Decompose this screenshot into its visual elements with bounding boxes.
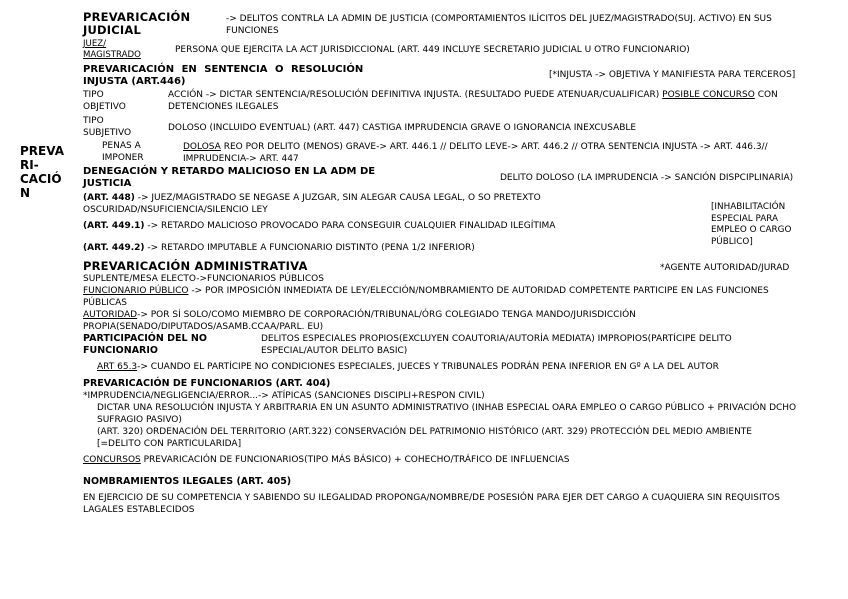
- administrativa-title: PREVARICACIÓN ADMINISTRATIVA: [83, 259, 308, 273]
- sentencia-title: [83, 64, 403, 88]
- side-title-line-1: PREVA: [20, 144, 64, 158]
- tipo-subjetivo-label: TIPO SUBJETIVO: [83, 116, 132, 138]
- tipo-subjetivo-text: DOLOSO (INCLUIDO EVENTUAL) (ART. 447) CASTIGA IMPRUDENCIA GRAVE O IGNORANCIA INEXCUSABLE: [168, 123, 637, 133]
- art-4491-text: -> RETARDO MALICIOSO PROVOCADO PARA CONSEGUIR CUALQUIER FINALIDAD ILEGÍTIMA: [147, 221, 556, 231]
- side-title-line-3: CACIÓ: [20, 172, 62, 186]
- juez-label: [83, 39, 158, 61]
- nombramientos-title: NOMBRAMIENTOS ILEGALES (ART. 405): [83, 476, 292, 487]
- autoridad-text: -> POR SÍ SOLO/COMO MIEMBRO DE CORPORACIÓN/TRIBUNAL/ÓRG COLEGIADO TENGA MANDO/JURISDICCIÓN PROPIA(SENADO/DIPUTADOS/ASAMB.CCAA/PARL. EU): [83, 310, 636, 332]
- penas-detail: REO POR DELITO (MENOS) GRAVE-> ART. 446.1 // DELITO LEVE-> ART. 446.2 // OTRA SENTENCIA INJUSTA -> ART. 446.3// IMPRUDENCIA-> ART. 447: [183, 142, 768, 164]
- penas-label: PENAS A IMPONER: [102, 141, 144, 163]
- art-4491-label: (ART. 449.1): [83, 221, 145, 231]
- funcionarios-line-3: (ART. 320) ORDENACIÓN DEL TERRITORIO (ART.322) CONSERVACIÓN DEL PATRIMONIO HISTÓRICO (ART. 329) PROTECCIÓN DEL MEDIO AMBIENTE [=DELITO CON PARTICULARIDA]: [97, 427, 752, 449]
- funcionarios-title: PREVARICACIÓN DE FUNCIONARIOS (ART. 404): [83, 378, 331, 389]
- denegacion-note: DELITO DOLOSO (LA IMPRUDENCIA -> SANCIÓN DISPCIPLINARIA): [500, 173, 794, 183]
- sentencia-note: [*INJUSTA -> OBJETIVA Y MANIFIESTA PARA TERCEROS]: [549, 70, 796, 80]
- nombramientos-text: EN EJERCICIO DE SU COMPETENCIA Y SABIENDO SU ILEGALIDAD PROPONGA/NOMBRE/DE POSESIÓN PARA EJER DET CARGO A CUAQUIERA SIN REQUISITOS LAGALES ESTABLECIDOS: [83, 493, 780, 515]
- concursos-text: PREVARICACIÓN DE FUNCIONARIOS(TIPO MÁS BÁSICO) + COHECHO/TRÁFICO DE INFLUENCIAS: [143, 455, 570, 465]
- art-448: [83, 192, 628, 216]
- art-653-label: ART 65.3: [97, 362, 138, 372]
- art-4492-text: -> RETARDO IMPUTABLE A FUNCIONARIO DISTINTO (PENA 1/2 INFERIOR): [147, 243, 475, 253]
- juez-label-text: JUEZ/ MAGISTRADO: [83, 39, 141, 60]
- funcionarios-line-1: *IMPRUDENCIA/NEGLIGENCIA/ERROR...-> ATÍPICAS (SANCIONES DISCIPLI+RESPON CIVIL): [83, 391, 485, 401]
- art-448-label: (ART. 448): [83, 193, 135, 203]
- autoridad: [83, 309, 723, 333]
- tipo-objetivo-text: [168, 89, 788, 113]
- tipo-objetivo-tail: CON DETENCIONES ILEGALES: [168, 90, 778, 112]
- art-653: [97, 361, 817, 373]
- judicial-desc: -> DELITOS CONTRLA LA ADMIN DE JUSTICIA (COMPORTAMIENTOS ILÍCITOS DEL JUEZ/MAGISTRADO(SUJ. ACTIVO) EN SUS FUNCIONES: [226, 14, 772, 36]
- autoridad-label: AUTORIDAD: [83, 310, 138, 320]
- art-653-text: -> CUANDO EL PARTÍCIPE NO CONDICIONES ESPECIALES, JUECES Y TRIBUNALES PODRÁN PENA INFERIOR EN Gº A LA DEL AUTOR: [137, 362, 719, 372]
- funcionario-publico-label: FUNCIONARIO PÚBLICO: [83, 286, 189, 296]
- sentencia-title-line-1: PREVARICACIÓN EN SENTENCIA O RESOLUCIÓN: [83, 64, 364, 75]
- tipo-objetivo-label: TIPO OBJETIVO: [83, 90, 126, 112]
- funcionario-publico-text: -> POR IMPOSICIÓN INMEDIATA DE LEY/ELECCIÓN/NOMBRAMIENTO DE AUTORIDAD COMPETENTE PARTICIPE EN LAS FUNCIONES PÚBLICAS: [83, 286, 769, 308]
- dolosa-label: DOLOSA: [183, 142, 221, 152]
- posible-concurso: POSIBLE CONCURSO: [662, 90, 755, 100]
- art-448-text: -> JUEZ/MAGISTRADO SE NEGASE A JUZGAR, SIN ALEGAR CAUSA LEGAL, O SO PRETEXTO OSCURIDAD/NSUFICIENCIA/SILENCIO LEY: [83, 193, 541, 215]
- judicial-title: PREVARICACIÓN JUDICIAL: [83, 10, 191, 37]
- art-4492: [83, 242, 703, 254]
- participacion-text: DELITOS ESPECIALES PROPIOS(EXCLUYEN COAUTORIA/AUTORÍA MEDIATA) IMPROPIOS(PARTÍCIPE DELITO ESPECIAL/AUTOR DELITO BASIC): [261, 334, 732, 356]
- funcionarios-line-2: DICTAR UNA RESOLUCIÓN INJUSTA Y ARBITRARIA EN UN ASUNTO ADMINISTRATIVO (INHAB ESPECIAL OARA EMPLEO O CARGO PÚBLICO + PRIVACIÓN DCHO SUFRAGIO PASIVO): [97, 403, 797, 425]
- participacion-label: PARTICIPACIÓN DEL NO FUNCIONARIO: [83, 333, 207, 356]
- administrativa-note: *AGENTE AUTORIDAD/JURAD: [660, 263, 790, 273]
- side-title: [20, 144, 70, 200]
- side-title-line-2: RI-: [20, 158, 39, 172]
- side-title-line-4: N: [20, 186, 31, 200]
- denegacion-title: DENEGACIÓN Y RETARDO MALICIOSO EN LA ADM DE JUSTICIA: [83, 166, 376, 189]
- concursos: [83, 454, 733, 466]
- art-4491: [83, 220, 703, 232]
- art-4492-label: (ART. 449.2): [83, 243, 145, 253]
- suplente-text: SUPLENTE/MESA ELECTO->FUNCIONARIOS PÚBLICOS: [83, 274, 324, 284]
- concursos-label: CONCURSOS: [83, 455, 141, 465]
- funcionario-publico: [83, 285, 798, 309]
- sentencia-title-line-2: INJUSTA (ART.446): [83, 76, 186, 87]
- penas-text: [183, 141, 823, 165]
- inhabilitacion-note: [INHABILITACIÓN ESPECIAL PARA EMPLEO O CARGO PÚBLICO]: [711, 202, 792, 247]
- tipo-objetivo-main: ACCIÓN -> DICTAR SENTENCIA/RESOLUCIÓN DEFINITIVA INJUSTA. (RESULTADO PUEDE ATENUAR/CUALIFICAR): [168, 90, 660, 100]
- juez-desc: PERSONA QUE EJERCITA LA ACT JURISDICCIONAL (ART. 449 INCLUYE SECRETARIO JUDICIAL U OTRO FUNCIONARIO): [175, 45, 690, 55]
